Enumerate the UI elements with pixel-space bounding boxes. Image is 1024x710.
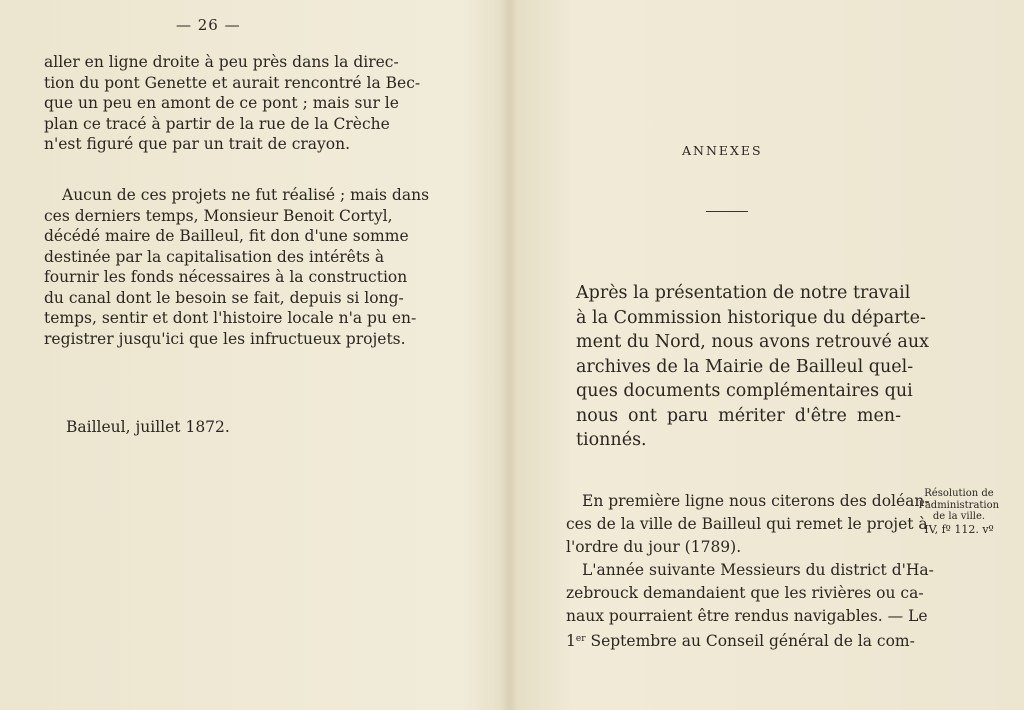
- text-line: destinée par la capitalisation des intérêts à: [44, 247, 385, 266]
- ordinal-number: 1: [566, 632, 576, 650]
- place-date-signature: Bailleul, juillet 1872.: [66, 418, 230, 436]
- text-line: aller en ligne droite à peu près dans la direc-: [44, 53, 399, 71]
- text-line: naux pourraient être rendus navigables. — Le: [566, 607, 928, 625]
- text-line: ces de la ville de Bailleul qui remet le projet à: [566, 515, 928, 533]
- text-line: Après la présentation de notre travail: [576, 283, 911, 303]
- text-line: zebrouck demandaient que les rivières ou ca-: [566, 584, 924, 602]
- margin-note-line: l'administration: [918, 499, 1000, 511]
- text-line: nous ont paru mériter d'être men-: [576, 405, 901, 426]
- text-line: fournir les fonds nécessaires à la construction: [44, 268, 408, 286]
- text-line: Aucun de ces projets ne fut réalisé ; mais dans: [62, 186, 430, 204]
- page-number: — 26 —: [176, 16, 241, 34]
- right-paragraph-1: [576, 281, 929, 453]
- text-line: tionnés.: [576, 430, 647, 450]
- text-line: registrer jusqu'ici que les infructueux projets.: [44, 329, 406, 348]
- left-paragraph-1: [44, 52, 421, 155]
- text-line: plan ce tracé à partir de la rue de la Crèche: [44, 114, 390, 133]
- right-page: [518, 0, 1024, 710]
- margin-note-line: Résolution de: [924, 488, 994, 499]
- text-line: L'année suivante Messieurs du district d'Ha-: [582, 561, 934, 579]
- text-line: à la Commission historique du départe-: [576, 307, 926, 328]
- left-paragraph-2: [44, 185, 430, 349]
- text-line: ques documents complémentaires qui: [576, 381, 913, 401]
- ordinal-suffix: er: [575, 634, 586, 644]
- right-paragraph-2: [566, 490, 934, 653]
- text-line: archives de la Mairie de Bailleul quel-: [576, 356, 914, 377]
- margin-note-reference: IV, fº 112. vº: [924, 522, 994, 536]
- book-gutter: [500, 0, 518, 710]
- text-line: n'est figuré que par un trait de crayon.: [44, 135, 351, 153]
- section-heading: ANNEXES: [682, 143, 763, 158]
- text-line: ment du Nord, nous avons retrouvé aux: [576, 332, 929, 352]
- text-line: du canal dont le besoin se fait, depuis si long-: [44, 288, 404, 307]
- text-line: tion du pont Genette et aurait rencontré la Bec-: [44, 73, 421, 92]
- heading-rule: [706, 211, 748, 212]
- text-line-with-ordinal: [566, 628, 915, 653]
- text-line: décédé maire de Bailleul, fit don d'une somme: [44, 227, 409, 245]
- text-line: ces derniers temps, Monsieur Benoit Cortyl,: [44, 206, 393, 225]
- text-line: que un peu en amont de ce pont ; mais sur le: [44, 94, 399, 112]
- text-line: temps, sentir et dont l'histoire locale n'a pu en-: [44, 309, 417, 327]
- text-line: En première ligne nous citerons des doléan-: [582, 492, 930, 510]
- text-line: l'ordre du jour (1789).: [566, 538, 742, 556]
- margin-note: [910, 488, 1008, 535]
- text-fragment: Septembre au Conseil général de la com-: [590, 632, 915, 650]
- margin-note-line: de la ville.: [932, 511, 986, 522]
- left-page: [0, 0, 500, 710]
